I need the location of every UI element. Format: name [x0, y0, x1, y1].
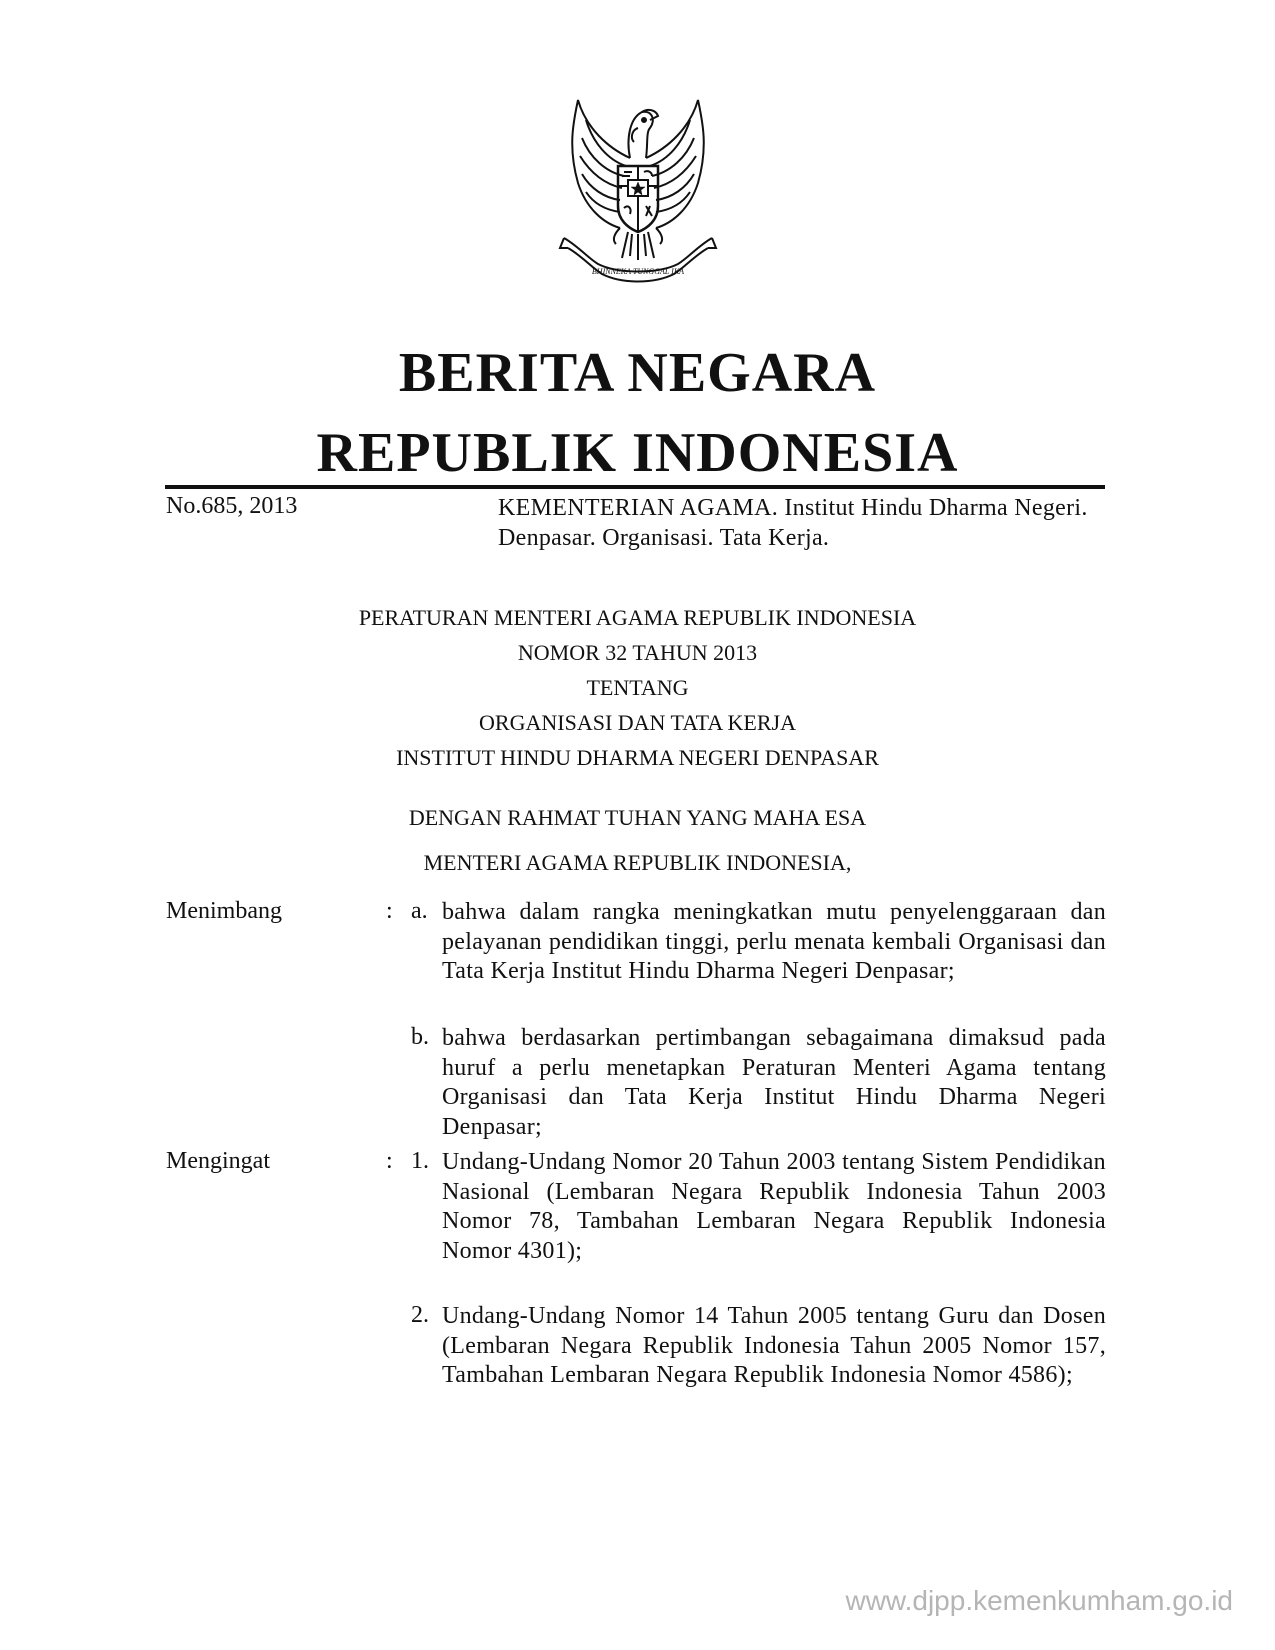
heading-line-4: ORGANISASI DAN TATA KERJA	[479, 710, 796, 735]
regulation-heading	[0, 600, 1275, 775]
menimbang-item-mark: a.	[411, 898, 428, 924]
masthead-divider	[165, 485, 1105, 489]
document-number: No.685, 2013	[166, 493, 298, 519]
preamble	[0, 795, 1275, 885]
heading-line-5: INSTITUT HINDU DHARMA NEGERI DENPASAR	[396, 745, 879, 770]
heading-line-2: NOMOR 32 TAHUN 2013	[517, 640, 758, 665]
garuda-pancasila-emblem-icon	[538, 88, 738, 288]
masthead-line-1: BERITA NEGARA	[398, 342, 877, 404]
heading-line-1: PERATURAN MENTERI AGAMA REPUBLIK INDONESIA	[358, 605, 917, 630]
masthead-line-2: REPUBLIK INDONESIA	[316, 422, 959, 484]
emblem-motto: BHINNEKA TUNGGAL IKA	[591, 267, 685, 276]
document-summary: KEMENTERIAN AGAMA. Institut Hindu Dharma Negeri. Denpasar. Organisasi. Tata Kerja.	[498, 495, 1088, 551]
menimbang-colon: :	[386, 898, 393, 924]
preamble-line-1: DENGAN RAHMAT TUHAN YANG MAHA ESA	[408, 805, 867, 830]
mengingat-item-mark: 2.	[411, 1302, 429, 1328]
menimbang-label: Menimbang	[166, 898, 282, 924]
mengingat-item-text: Undang-Undang Nomor 14 Tahun 2005 tentang Guru dan Dosen (Lembaran Negara Republik Indonesia Tahun 2005 Nomor 157, Tambahan Lembaran Negara Republik Indonesia Nomor 4586);	[442, 1303, 1106, 1388]
mengingat-item-mark: 1.	[411, 1148, 429, 1174]
mengingat-colon: :	[386, 1148, 393, 1174]
menimbang-item-mark: b.	[411, 1024, 429, 1050]
mengingat-item-text: Undang-Undang Nomor 20 Tahun 2003 tentang Sistem Pendidikan Nasional (Lembaran Negara Republik Indonesia Tahun 2003 Nomor 78, Tambahan Lembaran Negara Republik Indonesia Nomor 4301);	[442, 1149, 1106, 1264]
menimbang-item-text: bahwa berdasarkan pertimbangan sebagaimana dimaksud pada huruf a perlu menetapkan Peraturan Menteri Agama tentang Organisasi dan Tata Kerja Institut Hindu Dharma Negeri Denpasar;	[442, 1025, 1106, 1140]
website-watermark: www.djpp.kemenkumham.go.id	[845, 1585, 1233, 1616]
preamble-line-2: MENTERI AGAMA REPUBLIK INDONESIA,	[423, 850, 852, 875]
heading-line-3: TENTANG	[586, 675, 689, 700]
mengingat-label: Mengingat	[166, 1148, 270, 1174]
menimbang-item-text: bahwa dalam rangka meningkatkan mutu penyelenggaraan dan pelayanan pendidikan tinggi, perlu menata kembali Organisasi dan Tata Kerja Institut Hindu Dharma Negeri Denpasar;	[442, 899, 1106, 984]
